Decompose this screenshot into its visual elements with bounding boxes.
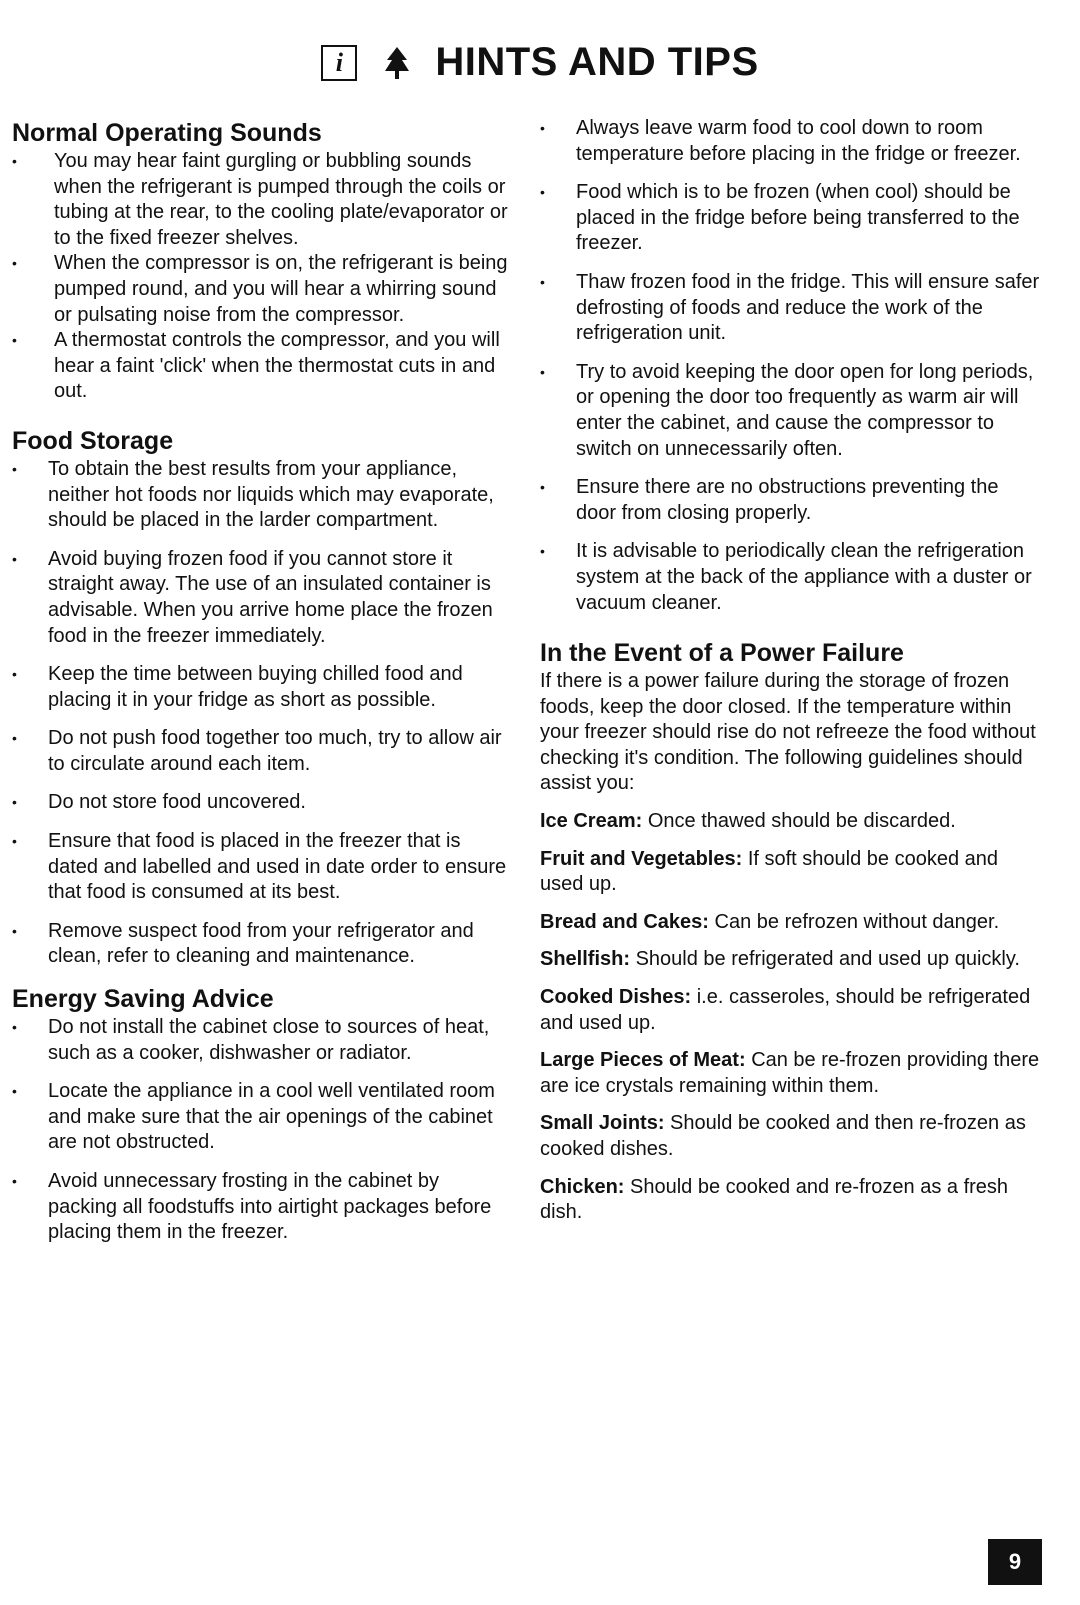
guideline-term: Chicken:	[540, 1175, 625, 1198]
guideline-text: Can be re-frozen providing there are ice crystals remaining within them.	[540, 1049, 1040, 1097]
guideline-term: Large Pieces of Meat:	[540, 1049, 746, 1072]
list-item: • Ensure that food is placed in the freezer that is dated and labelled and used in date order to ensure that food is consumed at its best.	[12, 829, 512, 906]
guideline-term: Small Joints:	[540, 1112, 665, 1135]
food-storage-list	[12, 457, 512, 970]
power-failure-heading: In the Event of a Power Failure	[540, 639, 904, 668]
guideline-text: Should be refrigerated and used up quickly.	[635, 948, 1020, 971]
guideline-text: Should be cooked and then re-frozen as cooked dishes.	[540, 1112, 1026, 1160]
guideline-item	[540, 809, 1040, 835]
guideline-item	[540, 1111, 1040, 1162]
list-item: • Keep the time between buying chilled food and placing it in your fridge as short as possible.	[12, 662, 512, 713]
list-item: • It is advisable to periodically clean the refrigeration system at the back of the appliance with a duster or vacuum cleaner.	[540, 539, 1040, 616]
list-item: • To obtain the best results from your appliance, neither hot foods nor liquids which may evaporate, should be placed in the larder compartment.	[12, 457, 512, 534]
left-column	[12, 117, 512, 1259]
list-item: • A thermostat controls the compressor, and you will hear a faint 'click' when the thermostat cuts in and out.	[12, 328, 512, 405]
list-item: • When the compressor is on, the refrigerant is being pumped round, and you will hear a whirring sound or pulsating noise from the compressor.	[12, 251, 512, 328]
list-item: • Do not store food uncovered.	[12, 790, 512, 816]
page-header	[0, 40, 1080, 85]
guideline-item	[540, 1048, 1040, 1099]
guideline-text: Once thawed should be discarded.	[647, 810, 956, 833]
right-column	[540, 116, 1040, 1238]
power-failure-intro: If there is a power failure during the storage of frozen foods, keep the door closed. If the temperature within your freezer should rise do not refreeze the food without checking it's condition. The following guidelines should assist you:	[540, 670, 1036, 795]
energy-saving-list	[12, 1015, 512, 1246]
guideline-text: If soft should be cooked and used up.	[540, 847, 999, 896]
energy-saving-heading: Energy Saving Advice	[12, 985, 274, 1014]
guideline-item	[540, 910, 1040, 936]
guideline-item	[540, 985, 1040, 1036]
normal-sounds-list	[12, 149, 512, 405]
guideline-text: Can be refrozen without danger.	[714, 910, 1000, 933]
list-item: • Ensure there are no obstructions preventing the door from closing properly.	[540, 475, 1040, 526]
guideline-term: Fruit and Vegetables:	[540, 847, 743, 870]
guideline-term: Cooked Dishes:	[540, 986, 692, 1009]
guideline-text: Should be cooked and re-frozen as a fresh dish.	[540, 1175, 1009, 1224]
tree-icon	[385, 47, 409, 79]
list-item: • Do not install the cabinet close to sources of heat, such as a cooker, dishwasher or radiator.	[12, 1015, 512, 1066]
list-item: • Always leave warm food to cool down to room temperature before placing in the fridge or freezer.	[540, 116, 1040, 167]
guideline-term: Bread and Cakes:	[540, 910, 709, 933]
list-item: • Locate the appliance in a cool well ventilated room and make sure that the air openings of the cabinet are not obstructed.	[12, 1079, 512, 1156]
list-item: • Remove suspect food from your refrigerator and clean, refer to cleaning and maintenance.	[12, 919, 512, 970]
guideline-item	[540, 1175, 1040, 1226]
list-item: • Thaw frozen food in the fridge. This will ensure safer defrosting of foods and reduce the work of the refrigeration unit.	[540, 270, 1040, 347]
normal-sounds-heading: Normal Operating Sounds	[12, 119, 322, 147]
guideline-item	[540, 947, 1040, 973]
list-item: • You may hear faint gurgling or bubbling sounds when the refrigerant is pumped through the coils or tubing at the rear, to the cooling plate/evaporator or to the fixed freezer shelves.	[12, 149, 512, 251]
page-title: HINTS AND TIPS	[435, 40, 759, 84]
tips-list	[540, 116, 1040, 616]
info-icon: i	[321, 45, 357, 81]
guideline-text: i.e. casseroles, should be refrigerated and used up.	[540, 986, 1031, 1034]
guideline-term: Ice Cream:	[540, 810, 643, 833]
list-item: • Food which is to be frozen (when cool) should be placed in the fridge before being transferred to the freezer.	[540, 180, 1040, 257]
guideline-term: Shellfish:	[540, 948, 631, 971]
food-storage-heading: Food Storage	[12, 426, 174, 455]
guidelines-list	[540, 809, 1040, 1226]
list-item: • Try to avoid keeping the door open for long periods, or opening the door too frequently as warm air will enter the cabinet, and cause the compressor to switch on unnecessarily often.	[540, 360, 1040, 462]
guideline-item	[540, 847, 1040, 898]
list-item: • Do not push food together too much, try to allow air to circulate around each item.	[12, 726, 512, 777]
list-item: • Avoid unnecessary frosting in the cabinet by packing all foodstuffs into airtight packages before placing them in the freezer.	[12, 1169, 512, 1246]
list-item: • Avoid buying frozen food if you cannot store it straight away. The use of an insulated container is advisable. When you arrive home place the frozen food in the freezer immediately.	[12, 547, 512, 649]
page-number: 9	[988, 1539, 1042, 1585]
